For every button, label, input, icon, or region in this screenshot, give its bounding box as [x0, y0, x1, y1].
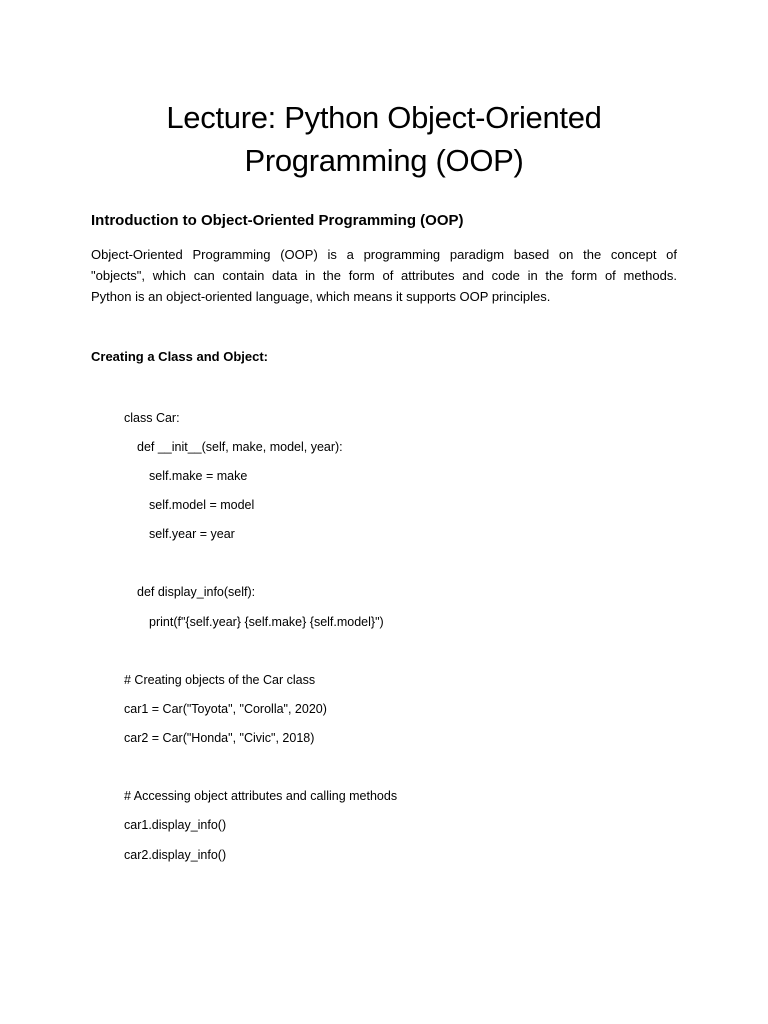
title-line: Lecture: Python Object-Oriented: [166, 100, 602, 135]
page-title: [90, 96, 678, 182]
code-line: self.year = year: [149, 527, 235, 541]
code-line: car1 = Car("Toyota", "Corolla", 2020): [124, 702, 327, 716]
class-heading: Creating a Class and Object:: [91, 349, 268, 364]
code-line: car1.display_info(): [124, 818, 227, 832]
code-line: car2 = Car("Honda", "Civic", 2018): [124, 731, 315, 745]
code-line: car2.display_info(): [124, 848, 227, 862]
code-line: self.model = model: [149, 498, 255, 512]
code-comment: # Creating objects of the Car class: [124, 673, 316, 687]
code-line: self.make = make: [149, 469, 248, 483]
intro-paragraph: [91, 244, 677, 307]
intro-line: Object-Oriented Programming (OOP) is a programming paradigm based on the concept of: [91, 247, 677, 262]
intro-heading: Introduction to Object-Oriented Programming (OOP): [91, 212, 464, 229]
intro-line: "objects", which can contain data in the form of attributes and code in the form of methods.: [91, 268, 677, 283]
code-line: def display_info(self):: [137, 585, 256, 599]
title-line: Programming (OOP): [244, 143, 524, 178]
intro-line: Python is an object-oriented language, which means it supports OOP principles.: [91, 289, 551, 304]
code-comment: # Accessing object attributes and calling methods: [124, 789, 398, 803]
code-line: print(f"{self.year} {self.make} {self.model}"): [149, 615, 384, 629]
code-line: class Car:: [124, 411, 180, 425]
code-line: def __init__(self, make, model, year):: [137, 440, 343, 454]
